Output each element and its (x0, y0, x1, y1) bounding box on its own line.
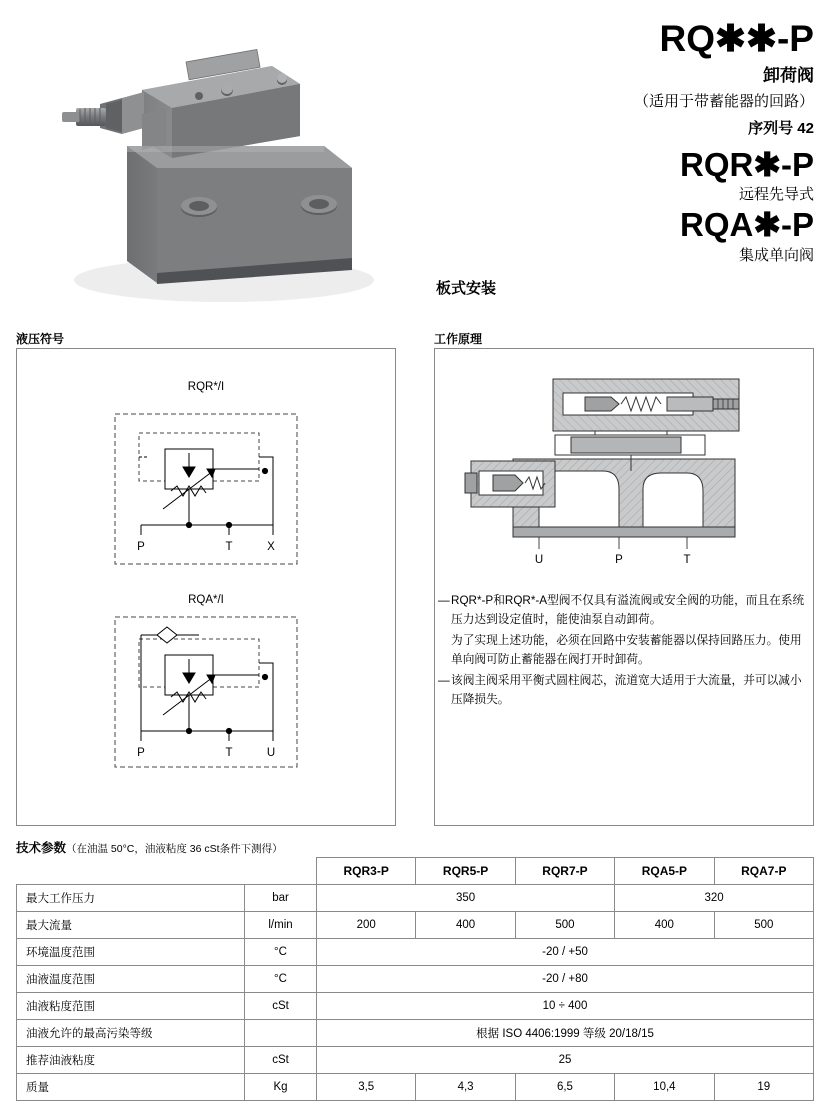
table-header-model-3: RQR7-P (515, 858, 614, 885)
principle-item (438, 592, 810, 630)
principle-item-text-2: 为了实现上述功能，必须在回路中安装蓄能器以保持回路压力。使用单向阀可防止蓄能器在阀打开时卸荷。 (451, 633, 802, 666)
principle-port-u: U (534, 554, 544, 566)
cutaway-drawing (435, 349, 813, 589)
table-cell: 25 (317, 1047, 814, 1074)
symbol-title-rqa: RQA*/I (188, 594, 224, 606)
section-label-principle: 工作原理 (434, 332, 483, 346)
title-block (454, 20, 814, 265)
principle-description (438, 592, 810, 712)
section-label-symbols: 液压符号 (16, 332, 65, 346)
symbol2-port-t: T (225, 747, 233, 759)
symbol-title-rqr: RQR*/I (187, 381, 225, 393)
product-subtitle: 卸荷阀 (763, 65, 814, 85)
table-row-label: 油液温度范围 (17, 966, 245, 993)
page-header (0, 0, 830, 320)
table-row-label: 最大工作压力 (17, 885, 245, 912)
table-row (17, 993, 814, 1020)
table-cell: 19 (714, 1074, 813, 1101)
table-corner-cell (17, 858, 245, 885)
table-cell: 350 (317, 885, 615, 912)
table-row (17, 939, 814, 966)
product-photo (14, 18, 414, 314)
table-row-label: 推荐油液粘度 (17, 1047, 245, 1074)
symbol2-port-p: P (137, 747, 145, 759)
table-cell: -20 / +80 (317, 966, 814, 993)
table-cell: 400 (615, 912, 714, 939)
table-cell: 200 (317, 912, 416, 939)
table-header-model-1: RQR3-P (317, 858, 416, 885)
table-cell: 3,5 (317, 1074, 416, 1101)
table-cell: 10 ÷ 400 (317, 993, 814, 1020)
table-row (17, 1074, 814, 1101)
symbol2-port-u: U (266, 747, 276, 759)
table-header-model-5: RQA7-P (714, 858, 813, 885)
table-cell: 6,5 (515, 1074, 614, 1101)
table-row-unit: cSt (245, 1047, 317, 1074)
table-cell: 500 (714, 912, 813, 939)
working-principle-panel (434, 348, 814, 826)
tech-spec-table (16, 857, 814, 1101)
product-title-rqr: RQR✱-P (680, 145, 814, 183)
table-row-unit: bar (245, 885, 317, 912)
principle-item-text: RQR*-P和RQR*-A型阀不仅具有溢流阀或安全阀的功能，而且在系统压力达到设定值时，能使油泵自动卸荷。 (451, 594, 805, 626)
product-title: RQ✱✱-P (659, 18, 814, 59)
product-title-rqa: RQA✱-P (680, 206, 814, 244)
table-row (17, 966, 814, 993)
symbol1-port-p: P (137, 541, 145, 553)
table-row (17, 912, 814, 939)
table-row-unit: Kg (245, 1074, 317, 1101)
table-row (17, 1047, 814, 1074)
table-header-model-4: RQA5-P (615, 858, 714, 885)
table-row-unit: cSt (245, 993, 317, 1020)
principle-port-t: T (683, 554, 691, 566)
product-subtitle-rqa: 集成单向阀 (738, 247, 814, 265)
tech-spec-note: （在油温 50°C，油液粘度 36 cSt条件下测得） (66, 843, 283, 855)
mounting-type-label: 板式安装 (436, 280, 497, 297)
table-cell: 4,3 (416, 1074, 515, 1101)
serial-number: 序列号 42 (748, 119, 814, 137)
table-row-label: 最大流量 (17, 912, 245, 939)
table-cell: 根据 ISO 4406:1999 等级 20/18/15 (317, 1020, 814, 1047)
table-row-unit: °C (245, 939, 317, 966)
table-corner-unit-cell (245, 858, 317, 885)
dash-marker: — (438, 594, 450, 607)
table-row-label: 油液粘度范围 (17, 993, 245, 1020)
symbol1-port-x: X (267, 541, 275, 553)
table-row (17, 1020, 814, 1047)
table-row-label: 环境温度范围 (17, 939, 245, 966)
principle-item-text: 该阀主阀采用平衡式圆柱阀芯，流道宽大适用于大流量，并可以减小压降损失。 (451, 673, 802, 706)
principle-item (438, 672, 810, 710)
hydraulic-symbols-panel (16, 348, 396, 826)
dash-marker: — (438, 673, 450, 687)
table-header-row (17, 858, 814, 885)
table-cell: 10,4 (615, 1074, 714, 1101)
table-row-label: 油液允许的最高污染等级 (17, 1020, 245, 1047)
symbol1-port-t: T (225, 541, 233, 553)
product-subtitle-rqr: 远程先导式 (738, 186, 814, 204)
principle-port-p: P (615, 554, 623, 566)
table-row (17, 885, 814, 912)
table-row-unit (245, 1020, 317, 1047)
table-header-model-2: RQR5-P (416, 858, 515, 885)
table-cell: 500 (515, 912, 614, 939)
table-row-label: 质量 (17, 1074, 245, 1101)
table-cell: -20 / +50 (317, 939, 814, 966)
table-row-unit: °C (245, 966, 317, 993)
tech-spec-heading (16, 838, 283, 856)
tech-spec-title: 技术参数 (16, 841, 67, 855)
table-cell: 320 (615, 885, 814, 912)
table-row-unit: l/min (245, 912, 317, 939)
table-cell: 400 (416, 912, 515, 939)
product-application: （适用于带蓄能器的回路） (633, 92, 814, 110)
symbols-svg (17, 349, 395, 825)
